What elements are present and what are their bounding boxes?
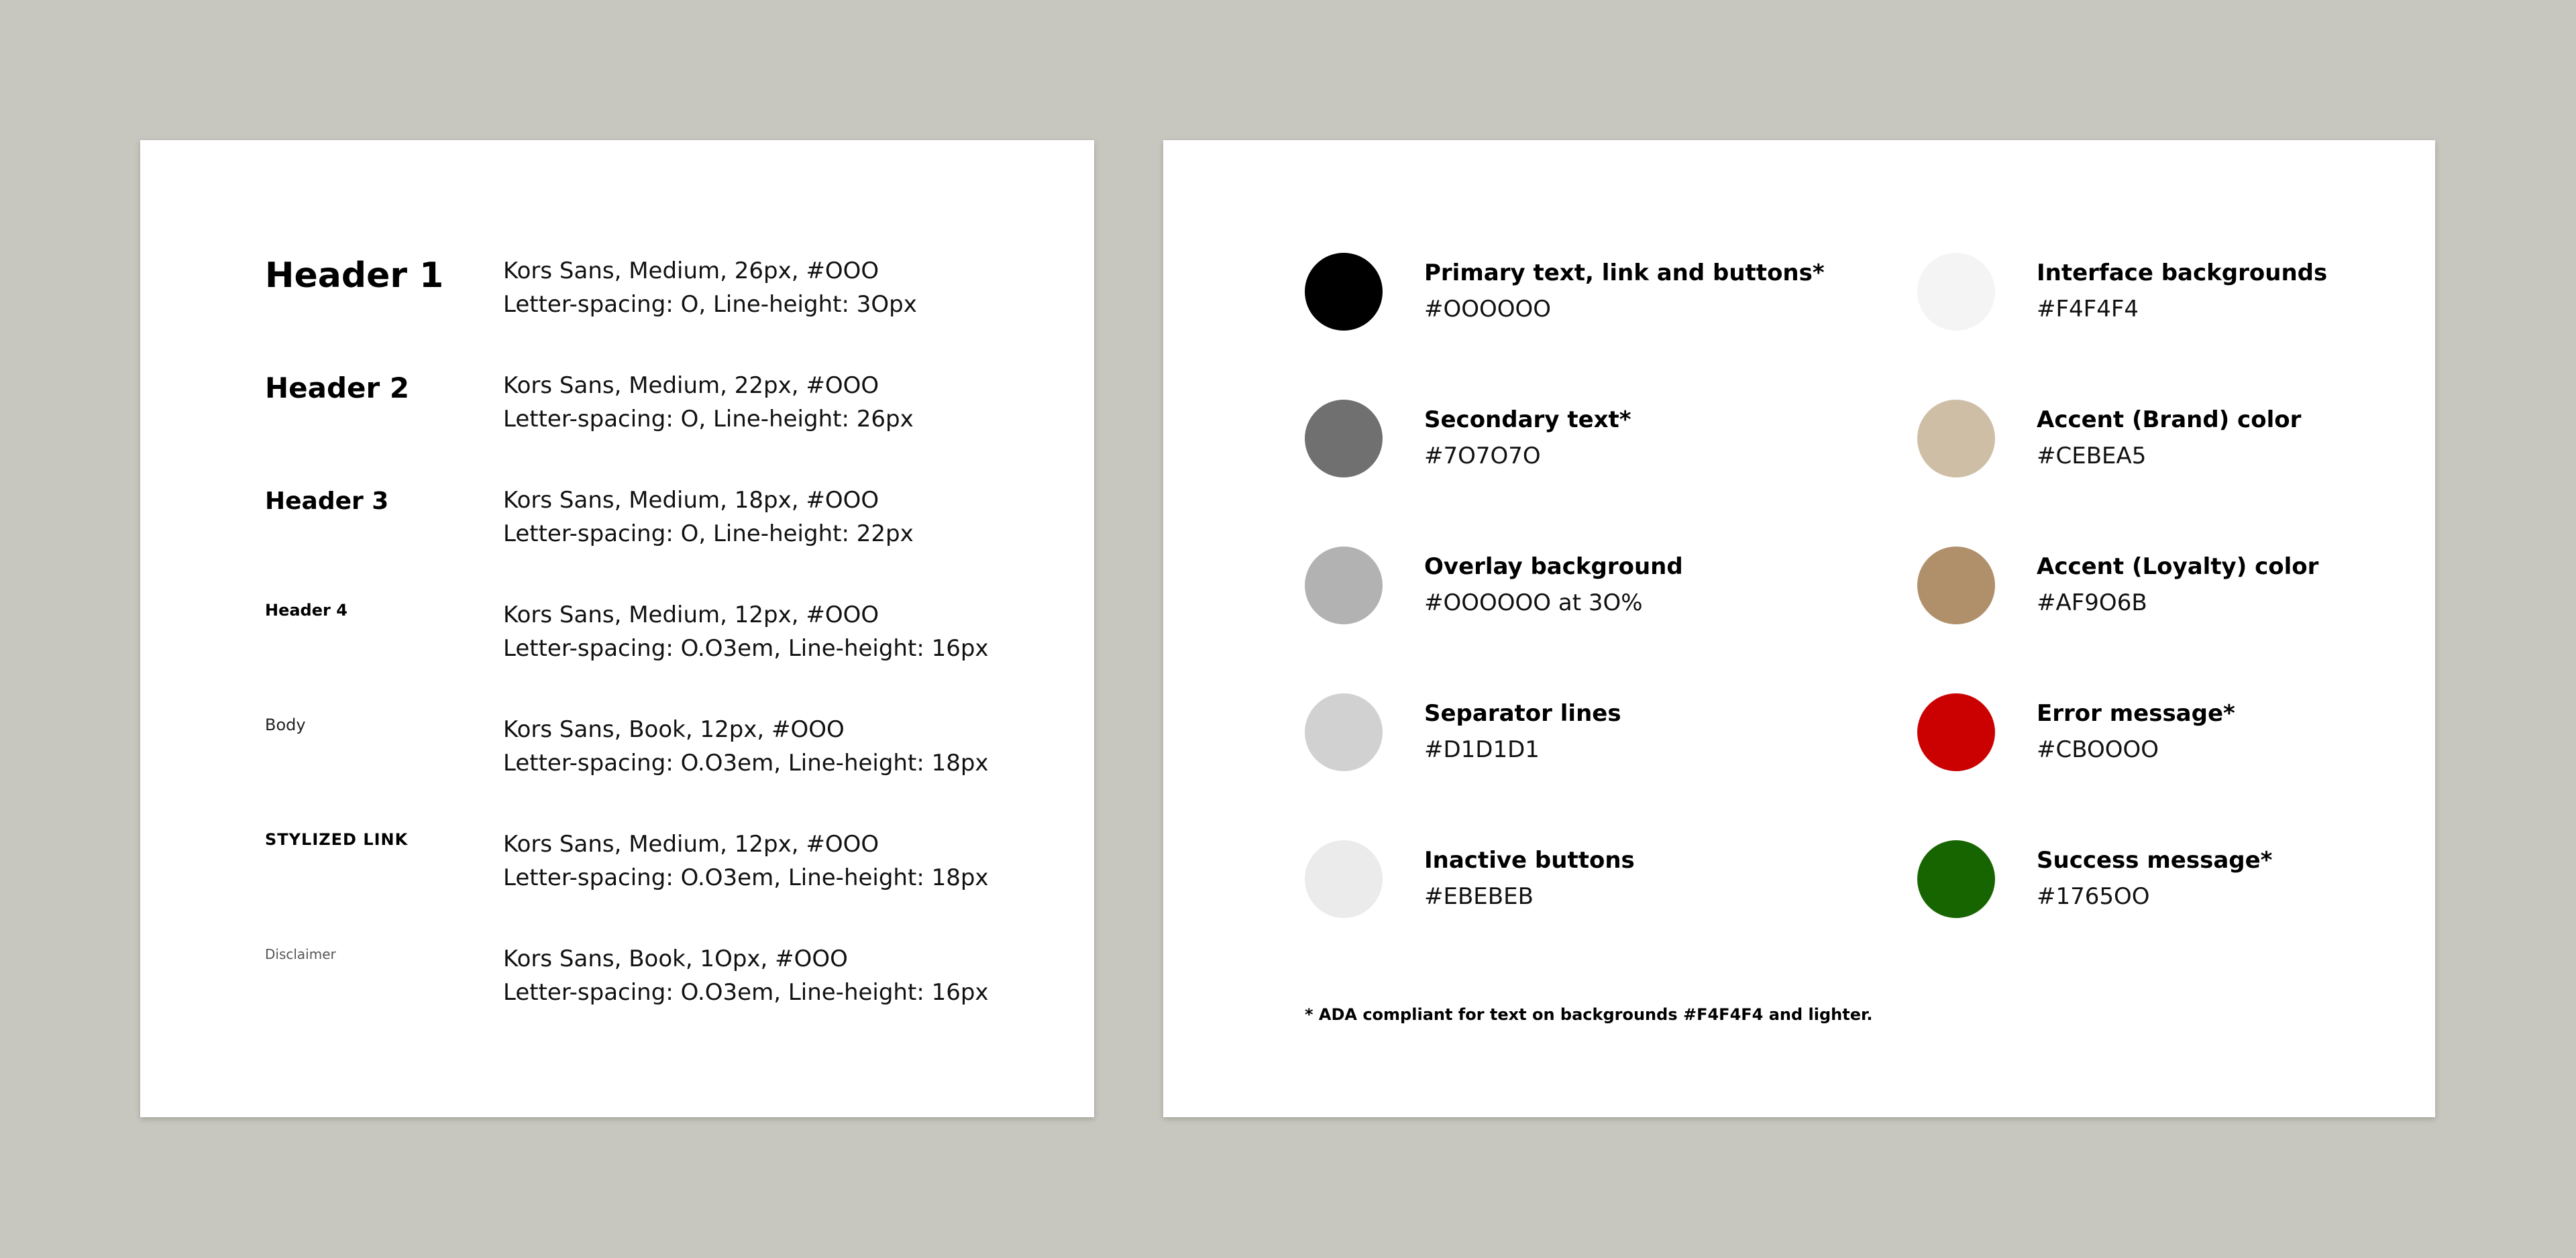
- color-name: Accent (Brand) color: [2037, 406, 2302, 433]
- type-sample-header-1: Header 1: [265, 255, 444, 296]
- type-sample-disclaimer: Disclaimer: [265, 946, 336, 962]
- type-spec-line: Kors Sans, Book, 12px, #OOO: [503, 716, 845, 743]
- color-row-separator-lines: [1305, 693, 1841, 774]
- type-spec-line: Kors Sans, Medium, 22px, #OOO: [503, 372, 879, 399]
- color-row-accent-loyalty: [1917, 547, 2454, 627]
- color-hex: #OOOOOO at 3O%: [1424, 589, 1643, 616]
- color-hex: #EBEBEB: [1424, 883, 1534, 910]
- type-spec-line: Letter-spacing: O.O3em, Line-height: 18px: [503, 750, 989, 777]
- color-row-interface-backgrounds: [1917, 253, 2454, 333]
- type-spec-header-4: [503, 598, 989, 665]
- color-hex: #7O7O7O: [1424, 443, 1541, 469]
- type-spec-line: Kors Sans, Book, 1Opx, #OOO: [503, 946, 848, 972]
- type-spec-disclaimer: [503, 942, 989, 1009]
- color-hex: #AF9O6B: [2037, 589, 2147, 616]
- type-spec-line: Kors Sans, Medium, 12px, #OOO: [503, 831, 879, 858]
- color-name: Accent (Loyalty) color: [2037, 553, 2319, 580]
- color-name: Inactive buttons: [1424, 847, 1635, 874]
- color-swatch-secondary-text: [1305, 400, 1383, 477]
- color-row-secondary-text: [1305, 400, 1841, 480]
- type-spec-line: Kors Sans, Medium, 18px, #OOO: [503, 487, 879, 514]
- type-spec-line: Letter-spacing: O.O3em, Line-height: 18px: [503, 864, 989, 891]
- color-name: Primary text, link and buttons*: [1424, 260, 1825, 286]
- type-spec-line: Letter-spacing: O, Line-height: 26px: [503, 406, 914, 433]
- color-swatch-inactive-buttons: [1305, 840, 1383, 918]
- color-name: Separator lines: [1424, 700, 1621, 727]
- type-spec-line: Letter-spacing: O.O3em, Line-height: 16px: [503, 635, 989, 662]
- type-sample-header-2: Header 2: [265, 371, 410, 404]
- color-hex: #1765OO: [2037, 883, 2150, 910]
- type-sample-header-4: Header 4: [265, 601, 347, 620]
- type-spec-line: Letter-spacing: O, Line-height: 22px: [503, 520, 914, 547]
- type-spec-body: [503, 713, 989, 780]
- color-swatch-success-message: [1917, 840, 1995, 918]
- type-sample-header-3: Header 3: [265, 488, 389, 515]
- color-name: Error message*: [2037, 700, 2235, 727]
- ada-footnote: * ADA compliant for text on backgrounds #F4F4F4 and lighter.: [1305, 1005, 1873, 1024]
- color-hex: #CEBEA5: [2037, 443, 2147, 469]
- type-sample-body: Body: [265, 716, 306, 734]
- type-spec-line: Letter-spacing: O.O3em, Line-height: 16px: [503, 979, 989, 1006]
- type-spec-line: Letter-spacing: O, Line-height: 3Opx: [503, 291, 917, 318]
- color-row-overlay-background: [1305, 547, 1841, 627]
- type-spec-header-1: [503, 254, 917, 321]
- color-palette-card: [1163, 140, 2435, 1117]
- color-swatch-interface-backgrounds: [1917, 253, 1995, 331]
- color-row-accent-brand: [1917, 400, 2454, 480]
- color-swatch-separator-lines: [1305, 693, 1383, 771]
- type-spec-header-2: [503, 369, 914, 436]
- color-hex: #F4F4F4: [2037, 296, 2139, 323]
- color-swatch-error-message: [1917, 693, 1995, 771]
- color-name: Success message*: [2037, 847, 2273, 874]
- type-spec-header-3: [503, 483, 914, 551]
- color-hex: #D1D1D1: [1424, 736, 1540, 763]
- color-swatch-overlay-background: [1305, 547, 1383, 624]
- color-name: Interface backgrounds: [2037, 260, 2328, 286]
- type-spec-line: Kors Sans, Medium, 12px, #OOO: [503, 602, 879, 628]
- color-hex: #CBOOOO: [2037, 736, 2159, 763]
- color-swatch-primary-text: [1305, 253, 1383, 331]
- color-row-error-message: [1917, 693, 2454, 774]
- type-spec-stylized-link: [503, 827, 989, 895]
- color-swatch-accent-loyalty: [1917, 547, 1995, 624]
- color-swatch-accent-brand: [1917, 400, 1995, 477]
- color-hex: #OOOOOO: [1424, 296, 1552, 323]
- color-row-inactive-buttons: [1305, 840, 1841, 921]
- type-spec-line: Kors Sans, Medium, 26px, #OOO: [503, 258, 879, 284]
- color-name: Secondary text*: [1424, 406, 1631, 433]
- color-row-success-message: [1917, 840, 2454, 921]
- typography-card: [140, 140, 1094, 1117]
- color-name: Overlay background: [1424, 553, 1683, 580]
- type-sample-stylized-link: STYLIZED LINK: [265, 830, 409, 849]
- color-row-primary-text: [1305, 253, 1841, 333]
